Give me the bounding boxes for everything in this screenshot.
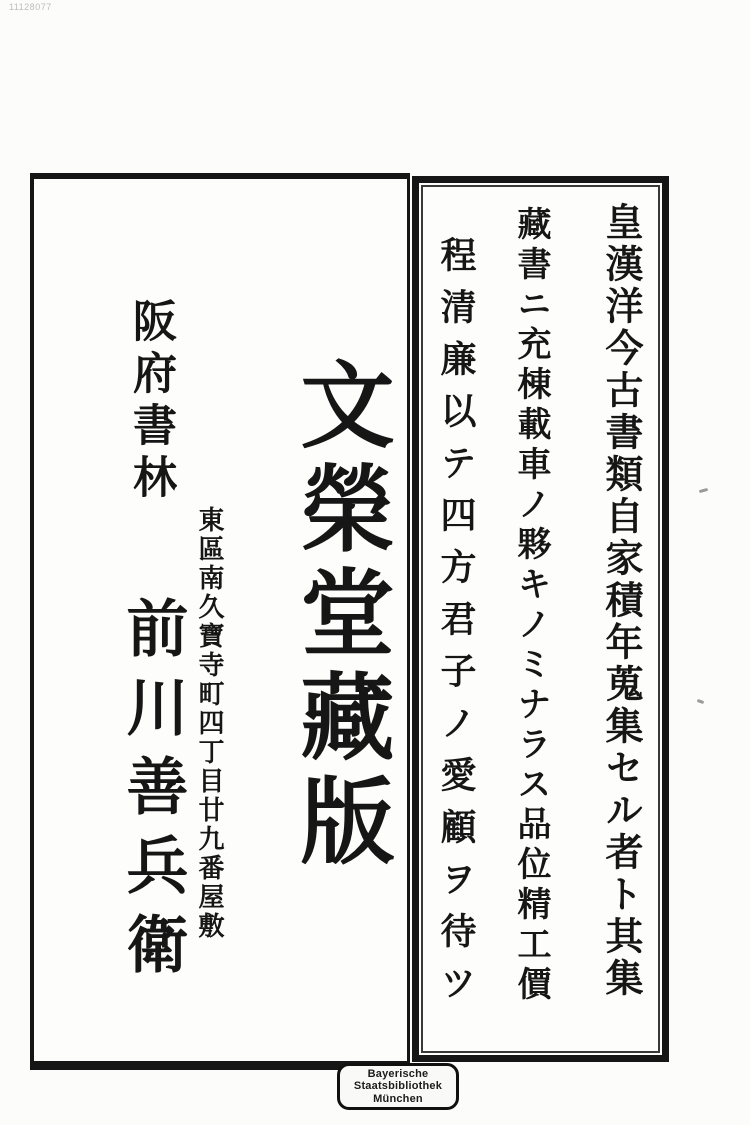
publisher-name: 前川善兵衛 [116, 596, 189, 991]
page-title: 文榮堂藏版 [284, 356, 394, 876]
text-column-1: 皇漢洋今古書類自家積年蒐集セル者ト其集 [599, 202, 644, 1000]
stamp-line-1: Bayerische [367, 1067, 429, 1080]
library-stamp [337, 1063, 459, 1110]
publisher-location: 阪府書林 [125, 298, 176, 506]
stamp-line-3: München [373, 1092, 423, 1105]
stamp-line-2: Staatsbibliothek [353, 1080, 443, 1093]
scan-id-watermark: 11128077 [9, 2, 52, 12]
text-column-3: 程清廉以テ四方君子ノ愛顧ヲ待ツ [435, 236, 477, 1016]
scan-speck [697, 699, 705, 704]
scan-speck [699, 488, 708, 493]
text-column-2: 藏書ニ充棟載車ノ夥キノミナラス品位精工價 [511, 206, 551, 1006]
publisher-address: 東區南久寶寺町四丁目廿九番屋敷 [194, 506, 224, 941]
